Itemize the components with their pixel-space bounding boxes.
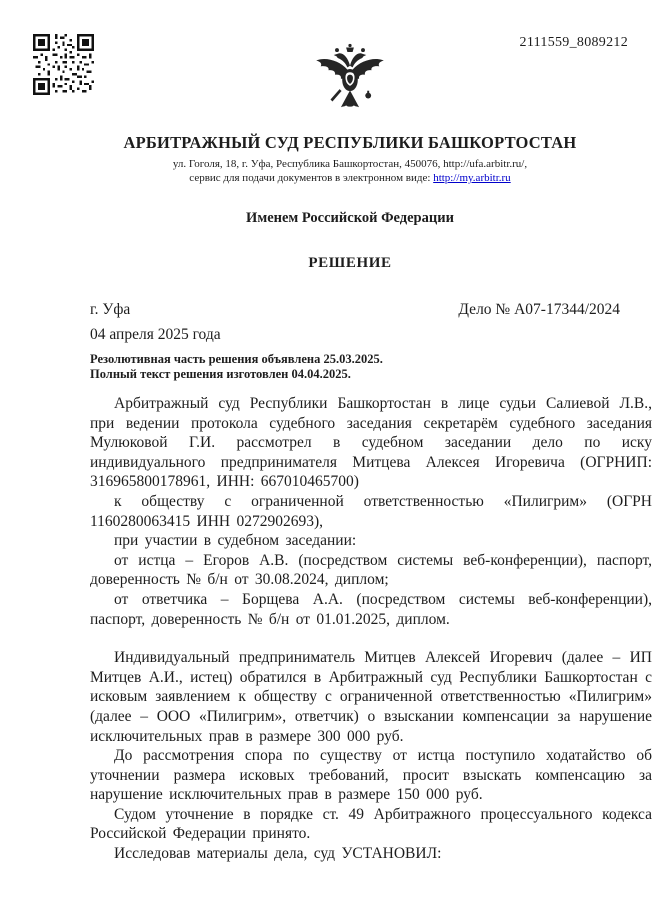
- decision-date: 04 апреля 2025 года: [90, 326, 221, 343]
- city-label: г. Уфа: [90, 301, 131, 318]
- resolution-announced-line: Резолютивная часть решения объявлена 25.03.2025.: [90, 352, 383, 366]
- service-link[interactable]: http://my.arbitr.ru: [433, 172, 511, 184]
- body-paragraph: к обществу с ограниченной ответственностью «Пилигрим» (ОГРН 1160280063415 ИНН 0272902693),: [90, 492, 652, 530]
- body-paragraph: Арбитражный суд Республики Башкортостан в лице судьи Салиевой Л.В., при ведении протокола судебного заседания секретарём судебного заседания Мулюковой Г.И. рассмотрел в судебном заседании дело по иску индивидуального предпринимателя Митцева Алексея Игоревича (ОГРНИП: 316965800178961, ИНН: 667010465700): [90, 395, 652, 491]
- body-paragraph: До рассмотрения спора по существу от истца поступило ходатайство об уточнении размера исковых требований, просит взыскать компенсацию за нарушение исключительных прав в размере 150 000 руб.: [90, 747, 652, 804]
- court-name: АРБИТРАЖНЫЙ СУД РЕСПУБЛИКИ БАШКОРТОСТАН: [123, 133, 577, 152]
- service-line: [66, 171, 634, 185]
- body-paragraph: Исследовав материалы дела, суд УСТАНОВИЛ:: [114, 845, 442, 863]
- court-header: [66, 133, 634, 185]
- body-paragraph: Индивидуальный предприниматель Митцев Алексей Игоревич (далее – ИП Митцев А.И., истец) обратился в Арбитражный суд Республики Башкортостан с исковым заявлением к обществу с ограниченной ответственностью «Пилигрим» (далее – ООО «Пилигрим», ответчик) о взыскании компенсации за нарушение исключительных прав в размере 300 000 руб.: [90, 649, 652, 745]
- doc-stamp: 2111559_8089212: [519, 35, 628, 50]
- court-address: ул. Гоголя, 18, г. Уфа, Республика Башкортостан, 450076, http://ufa.arbitr.ru/,: [172, 158, 528, 170]
- service-line-prefix: сервис для подачи документов в электронном виде:: [189, 172, 434, 184]
- case-number: Дело № А07-17344/2024: [458, 301, 620, 318]
- body-paragraph: при участии в судебном заседании:: [114, 532, 357, 550]
- coat-of-arms-icon: [311, 42, 389, 118]
- decision-body: [90, 394, 652, 864]
- qr-code-icon: [33, 34, 94, 95]
- body-paragraph: Судом уточнение в порядке ст. 49 Арбитражного процессуального кодекса Российской Федерации принято.: [90, 805, 652, 843]
- full-text-line: Полный текст решения изготовлен 04.04.2025.: [90, 367, 351, 381]
- case-meta-row: [90, 301, 620, 319]
- body-paragraph: от ответчика – Борщева А.А. (посредством системы веб-конференции), паспорт, доверенность № б/н от 01.01.2025, диплом.: [90, 590, 652, 628]
- doc-type-title: РЕШЕНИЕ: [308, 255, 392, 271]
- in-the-name-heading: Именем Российской Федерации: [246, 210, 454, 226]
- body-paragraph: от истца – Егоров А.В. (посредством системы веб-конференции), паспорт, доверенность № б/н от 30.08.2024, диплом;: [90, 551, 652, 589]
